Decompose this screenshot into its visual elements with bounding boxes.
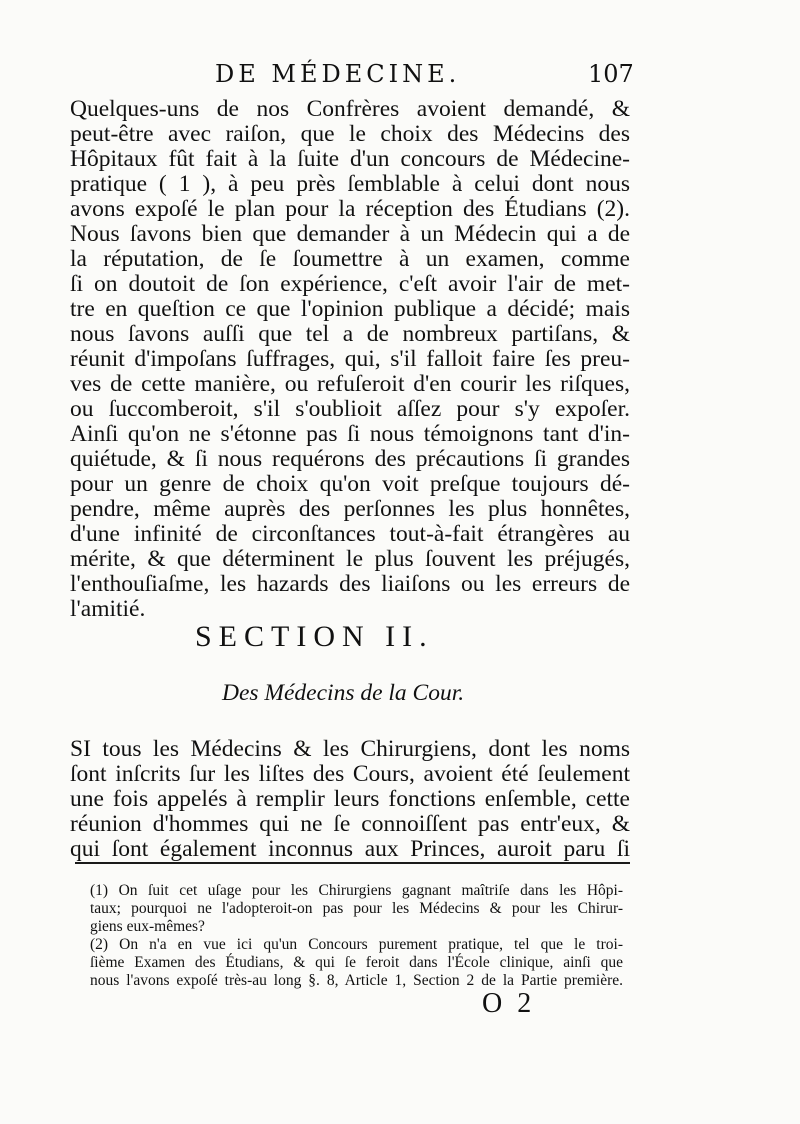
text-line: l'amitié. (70, 596, 146, 622)
text-line: avons expoſé le plan pour la réception des Étudians (2). (70, 196, 630, 222)
page-number: 107 (588, 60, 634, 88)
text-line: Quelques-uns de nos Confrères avoient demandé, & (70, 96, 630, 122)
footnote-line: taux; pourquoi ne l'adopteroit-on pas pour les Médecins & pour les Chirur- (90, 900, 623, 917)
section-title: SECTION II. (195, 620, 434, 653)
text-line: pratique ( 1 ), à peu près ſemblable à celui dont nous (70, 171, 630, 197)
footnote-line: nous l'avons expoſé très-au long §. 8, Article 1, Section 2 de la Partie première. (90, 972, 623, 989)
footnote-line: (2) On n'a en vue ici qu'un Concours purement pratique, tel que le troi- (90, 936, 623, 953)
text-line: réunion d'hommes qui ne ſe connoiſſent pas entr'eux, & (70, 811, 630, 837)
text-line: qui ſont également inconnus aux Princes, auroit paru ſi (70, 836, 630, 862)
text-line: ſi on doutoit de ſon expérience, c'eſt avoir l'air de met- (70, 271, 630, 297)
footnote-rule (75, 862, 630, 864)
text-line: d'une infinité de circonſtances tout-à-fait étrangères au (70, 521, 630, 547)
text-line: Ainſi qu'on ne s'étonne pas ſi nous témoignons tant d'in- (70, 421, 630, 447)
text-line: nous ſavons auſſi que tel a de nombreux partiſans, & (70, 321, 630, 347)
text-line: Hôpitaux fût fait à la ſuite d'un concours de Médecine- (70, 146, 630, 172)
text-line: pendre, même auprès des perſonnes les plus honnêtes, (70, 496, 630, 522)
text-line: Nous ſavons bien que demander à un Médecin qui a de (70, 221, 630, 247)
text-line: l'enthouſiaſme, les hazards des liaiſons ou les erreurs de (70, 571, 630, 597)
footnote-line: giens eux-mêmes? (90, 918, 205, 935)
text-line: SI tous les Médecins & les Chirurgiens, dont les noms (70, 736, 630, 762)
text-line: mérite, & que déterminent le plus ſouvent les préjugés, (70, 546, 630, 572)
text-line: pour un genre de choix qu'on voit preſque toujours dé- (70, 471, 630, 497)
section-subtitle: Des Médecins de la Cour. (222, 680, 465, 706)
text-line: ou ſuccomberoit, s'il s'oublioit aſſez pour s'y expoſer. (70, 396, 630, 422)
text-line: ves de cette manière, ou refuſeroit d'en courir les riſques, (70, 371, 630, 397)
text-line: ſont inſcrits ſur les liſtes des Cours, avoient été ſeulement (70, 761, 630, 787)
footnote-line: (1) On ſuit cet uſage pour les Chirurgiens gagnant maîtriſe dans les Hôpi- (90, 882, 623, 899)
footnote-line: ſième Examen des Étudians, & qui ſe feroit dans l'École clinique, ainſi que (90, 954, 623, 971)
text-line: peut-être avec raiſon, que le choix des Médecins des (70, 121, 630, 147)
text-line: une fois appelés à remplir leurs fonctions enſemble, cette (70, 786, 630, 812)
text-line: tre en queſtion ce que l'opinion publique a décidé; mais (70, 296, 630, 322)
text-line: quiétude, & ſi nous requérons des précautions ſi grandes (70, 446, 630, 472)
text-line: réunit d'impoſans ſuffrages, qui, s'il falloit faire ſes preu- (70, 346, 630, 372)
signature-mark: O 2 (482, 988, 536, 1019)
running-head: DE MÉDECINE. (215, 60, 461, 88)
text-line: la réputation, de ſe ſoumettre à un examen, comme (70, 246, 630, 272)
